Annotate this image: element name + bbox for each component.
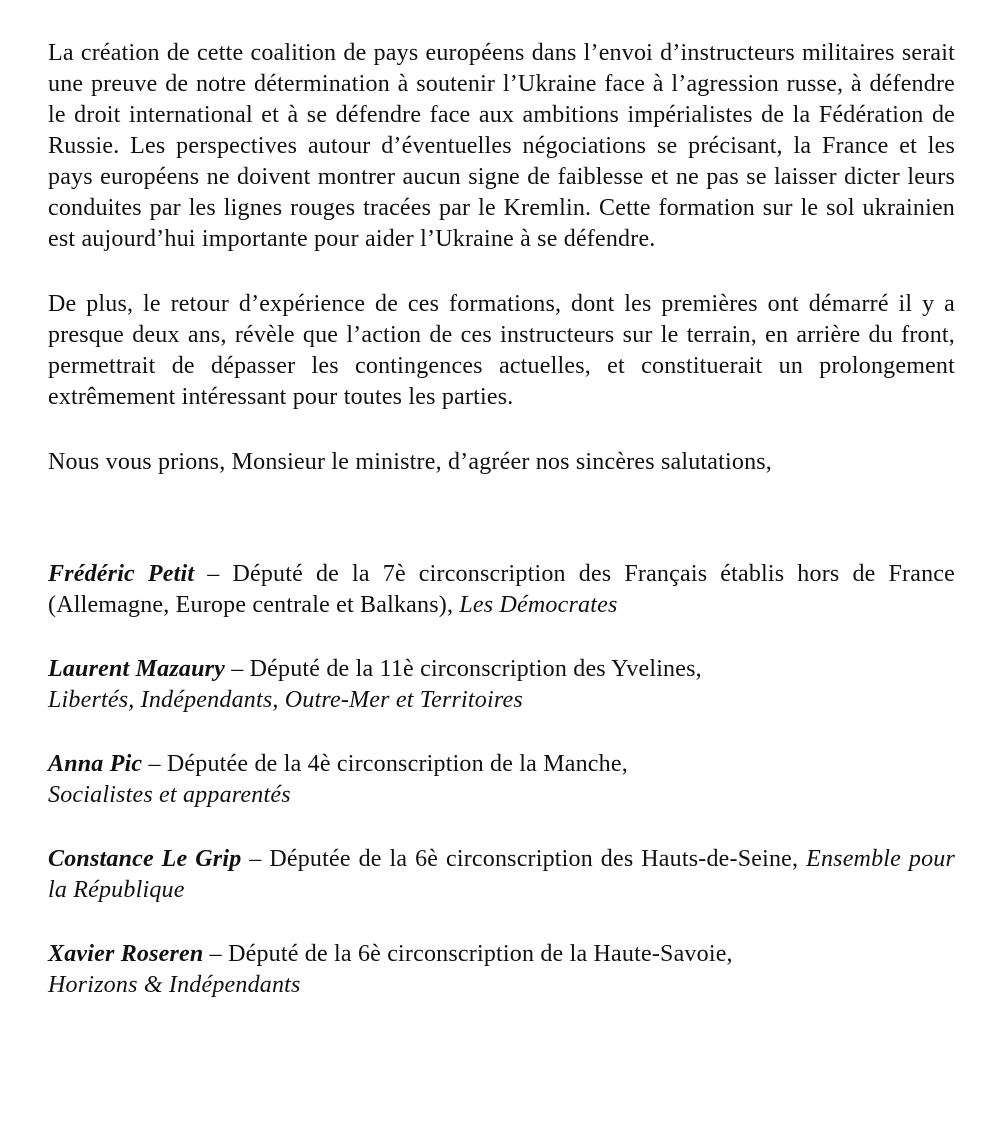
- signatory-block: [48, 559, 955, 621]
- signatory-party: Libertés, Indépendants, Outre-Mer et Territoires: [48, 687, 523, 713]
- signatory-description: – Députée de la 4è circonscription de la Manche,: [148, 751, 628, 777]
- signatory-block: [48, 654, 955, 716]
- signatory-name: Anna Pic: [48, 751, 143, 777]
- signatory-description: – Députée de la 6è circonscription des Hauts-de-Seine,: [249, 846, 799, 872]
- signatory-party: Ensemble pour la République: [48, 846, 956, 903]
- signatory-name: Laurent Mazaury: [48, 656, 226, 682]
- paragraph-coalition: La création de cette coalition de pays européens dans l’envoi d’instructeurs militaires serait une preuve de notre détermination à soutenir l’Ukraine face à l’agression russe, à défendre le droit international et à se défendre face aux ambitions impérialistes de la Fédération de Russie. Les perspectives autour d’éventuelles négociations se précisant, la France et les pays européens ne doivent montrer aucun signe de faiblesse et ne pas se laisser dicter leurs conduites par les lignes rouges tracées par le Kremlin. Cette formation sur le sol ukrainien est aujourd’hui importante pour aider l’Ukraine à se défendre.: [48, 40, 955, 252]
- signatory-name: Frédéric Petit: [48, 561, 195, 587]
- signatory-name: Constance Le Grip: [48, 846, 242, 872]
- signatory-party: Les Démocrates: [459, 592, 618, 618]
- paragraph-retour-experience: De plus, le retour d’expérience de ces formations, dont les premières ont démarré il y a presque deux ans, révèle que l’action de ces instructeurs sur le terrain, en arrière du front, permettrait de dépasser les contingences actuelles, et constituerait un prolongement extrêmement intéressant pour toutes les parties.: [48, 291, 955, 410]
- signatory-block: [48, 749, 955, 811]
- signatory-block: [48, 939, 955, 1001]
- signatory-description: – Député de la 6è circonscription de la Haute-Savoie,: [209, 941, 733, 967]
- signatory-name: Xavier Roseren: [48, 941, 204, 967]
- signatory-description: – Député de la 11è circonscription des Yvelines,: [231, 656, 702, 682]
- signatory-party: Horizons & Indépendants: [48, 972, 301, 998]
- closing-salutation: Nous vous prions, Monsieur le ministre, d’agréer nos sincères salutations,: [48, 449, 773, 475]
- signatory-party: Socialistes et apparentés: [48, 782, 291, 808]
- signatory-block: [48, 844, 955, 906]
- signatures-section: [48, 559, 955, 1001]
- signatory-description: – Député de la 7è circonscription des Français établis hors de France (Allemagne, Europe centrale et Balkans),: [48, 561, 955, 618]
